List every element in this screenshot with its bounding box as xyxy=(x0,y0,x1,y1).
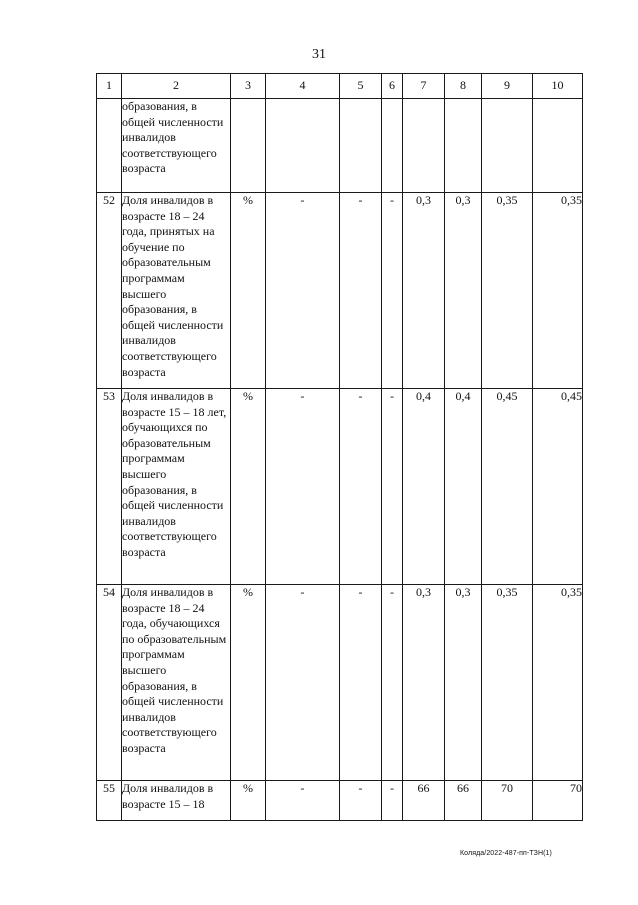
column-header: 10 xyxy=(533,74,583,99)
table-row xyxy=(97,389,583,585)
value-cell: - xyxy=(340,781,382,821)
table-row xyxy=(97,585,583,781)
page-number: 31 xyxy=(312,47,326,62)
indicator-name: Доля инвалидов в возрасте 15 – 18 лет, обучающихся по образовательным программам высшего образования, в общей численности инвалидов соответствующего возраста xyxy=(122,389,231,585)
value-cell: - xyxy=(266,389,340,585)
value-cell: - xyxy=(340,389,382,585)
unit-cell: % xyxy=(231,585,266,781)
indicator-name: Доля инвалидов в возрасте 18 – 24 года, принятых на обучение по образовательным программам высшего образования, в общей численности инвалидов соответствующего возраста xyxy=(122,193,231,389)
indicators-table xyxy=(96,73,583,821)
unit-cell: % xyxy=(231,389,266,585)
value-cell: - xyxy=(266,193,340,389)
value-cell xyxy=(382,99,403,193)
value-cell xyxy=(340,99,382,193)
unit-cell xyxy=(231,99,266,193)
column-header: 2 xyxy=(122,74,231,99)
document-code: Коляда/2022-487-пп-ТЗН(1) xyxy=(460,850,552,857)
column-header: 6 xyxy=(382,74,403,99)
indicator-name: Доля инвалидов в возрасте 18 – 24 года, обучающихся по образовательным программам высшего образования, в общей численности инвалидов соответствующего возраста xyxy=(122,585,231,781)
row-number: 55 xyxy=(97,781,122,821)
indicator-name: Доля инвалидов в возрасте 15 – 18 xyxy=(122,781,231,821)
value-cell: 66 xyxy=(403,781,445,821)
row-number: 53 xyxy=(97,389,122,585)
unit-cell: % xyxy=(231,193,266,389)
column-header: 9 xyxy=(482,74,533,99)
column-header: 5 xyxy=(340,74,382,99)
value-cell: 0,35 xyxy=(533,193,583,389)
value-cell: - xyxy=(382,781,403,821)
table-row xyxy=(97,99,583,193)
value-cell: 0,35 xyxy=(533,585,583,781)
value-cell xyxy=(482,99,533,193)
value-cell: - xyxy=(340,193,382,389)
value-cell xyxy=(266,99,340,193)
value-cell: 0,3 xyxy=(445,193,482,389)
value-cell: - xyxy=(382,389,403,585)
value-cell: - xyxy=(266,781,340,821)
row-number xyxy=(97,99,122,193)
column-header: 7 xyxy=(403,74,445,99)
value-cell: 70 xyxy=(533,781,583,821)
table-row xyxy=(97,193,583,389)
header-row xyxy=(97,74,583,99)
value-cell xyxy=(533,99,583,193)
column-header: 8 xyxy=(445,74,482,99)
value-cell: 0,3 xyxy=(445,585,482,781)
column-header: 4 xyxy=(266,74,340,99)
value-cell: - xyxy=(340,585,382,781)
table-row xyxy=(97,781,583,821)
row-number: 52 xyxy=(97,193,122,389)
value-cell: 70 xyxy=(482,781,533,821)
value-cell: 0,4 xyxy=(445,389,482,585)
value-cell: 0,3 xyxy=(403,585,445,781)
value-cell: 0,4 xyxy=(403,389,445,585)
value-cell: 0,35 xyxy=(482,585,533,781)
value-cell: 0,3 xyxy=(403,193,445,389)
value-cell: 0,45 xyxy=(482,389,533,585)
value-cell: - xyxy=(266,585,340,781)
value-cell: - xyxy=(382,193,403,389)
indicator-name: образования, в общей численности инвалидов соответствующего возраста xyxy=(122,99,231,193)
column-header: 1 xyxy=(97,74,122,99)
value-cell xyxy=(403,99,445,193)
unit-cell: % xyxy=(231,781,266,821)
value-cell: 0,35 xyxy=(482,193,533,389)
value-cell: 66 xyxy=(445,781,482,821)
value-cell: 0,45 xyxy=(533,389,583,585)
value-cell xyxy=(445,99,482,193)
value-cell: - xyxy=(382,585,403,781)
row-number: 54 xyxy=(97,585,122,781)
column-header: 3 xyxy=(231,74,266,99)
